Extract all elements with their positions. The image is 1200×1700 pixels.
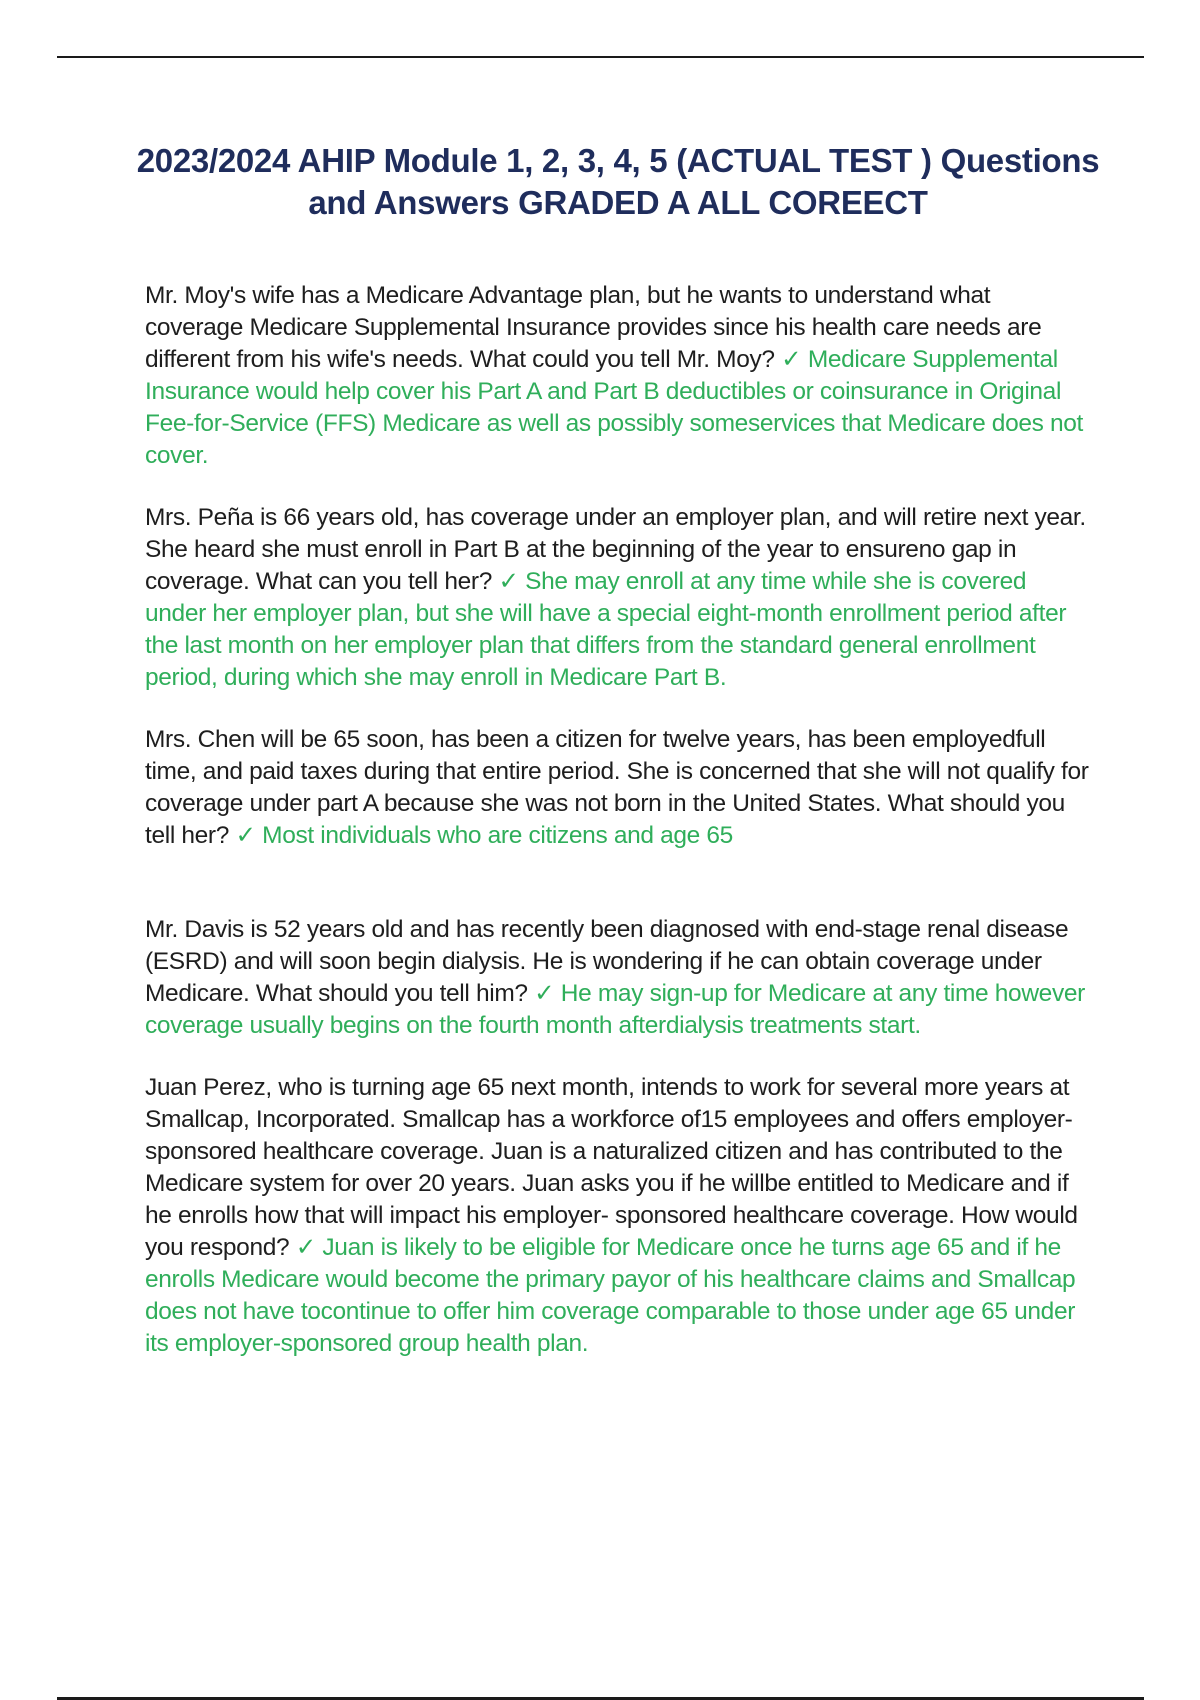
question-3: Mrs. Chen will be 65 soon, has been a citizen for twelve years, has been employedfull time, and paid taxes during that entire period. She is concerned that she will not qualify for coverage under part A because she was not born in the United States. What should you tell her? — [145, 726, 1089, 849]
check-icon: ✓ — [534, 980, 555, 1007]
question-2: Mrs. Peña is 66 years old, has coverage under an employer plan, and will retire next year. She heard she must enroll in Part B at the beginning of the year to ensureno gap in coverage. What can you tell her? — [145, 504, 1086, 595]
qa-item-2 — [145, 502, 1090, 694]
check-icon: ✓ — [781, 346, 802, 373]
answer-5: Juan is likely to be eligible for Medicare once he turns age 65 and if he enrolls Medicare would become the primary payor of his healthcare claims and Smallcap does not have tocontinue to offer him coverage comparable to those under age 65 under its employer-sponsored group health plan. — [145, 1234, 1076, 1357]
check-icon: ✓ — [498, 568, 519, 595]
question-4: Mr. Davis is 52 years old and has recently been diagnosed with end-stage renal disease (ESRD) and will soon begin dialysis. He is wondering if he can obtain coverage under Medicare. What should you tell him? — [145, 916, 1069, 1007]
qa-list — [145, 280, 1090, 1360]
answer-3: Most individuals who are citizens and age 65 — [262, 822, 733, 849]
question-1: Mr. Moy's wife has a Medicare Advantage plan, but he wants to understand what coverage Medicare Supplemental Insurance provides since his health care needs are different from his wife's needs. What could you tell Mr. Moy? — [145, 282, 1042, 373]
answer-2: She may enroll at any time while she is covered under her employer plan, but she will have a special eight-month enrollment period after the last month on her employer plan that differs from the standard general enrollment period, during which she may enroll in Medicare Part B. — [145, 568, 1067, 691]
question-5: Juan Perez, who is turning age 65 next month, intends to work for several more years at Smallcap, Incorporated. Smallcap has a workforce of15 employees and offers employer-sponsored healthcare coverage. Juan is a naturalized citizen and has contributed to the Medicare system for over 20 years. Juan asks you if he willbe entitled to Medicare and if he enrolls how that will impact his employer- sponsored healthcare coverage. How would you respond? — [145, 1074, 1078, 1261]
qa-item-3 — [145, 724, 1090, 852]
check-icon: ✓ — [235, 822, 256, 849]
qa-item-5 — [145, 1072, 1090, 1360]
answer-4: He may sign-up for Medicare at any time however coverage usually begins on the fourth month afterdialysis treatments start. — [145, 980, 1085, 1039]
top-divider — [57, 56, 1144, 58]
qa-item-1 — [145, 280, 1090, 472]
check-icon: ✓ — [295, 1234, 316, 1261]
answer-1: Medicare Supplemental Insurance would help cover his Part A and Part B deductibles or coinsurance in Original Fee-for-Service (FFS) Medicare as well as possibly someservices that Medicare does not cover. — [145, 346, 1083, 469]
document-title: 2023/2024 AHIP Module 1, 2, 3, 4, 5 (ACTUAL TEST ) Questions and Answers GRADED A ALL COREECT — [136, 142, 1100, 221]
qa-item-4 — [145, 914, 1090, 1042]
